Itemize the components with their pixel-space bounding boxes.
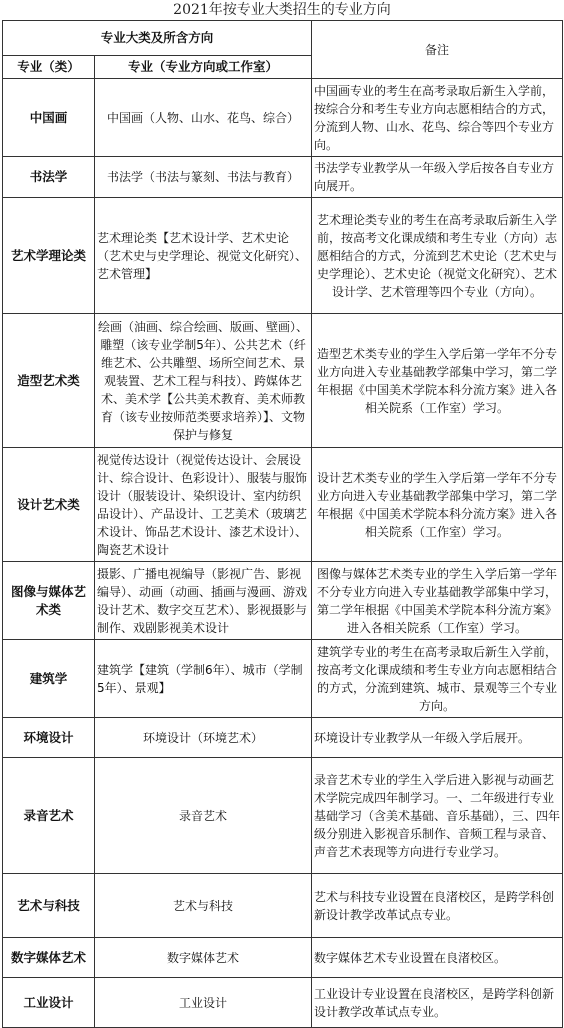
row-major: 摄影、广播电视编导（影视广告、影视编导）、动画（动画、插画与漫画、游戏设计艺术、数字交互艺术）、影视摄影与制作、戏剧影视美术设计 — [95, 562, 312, 640]
row-major: 绘画（油画、综合绘画、版画、壁画）、雕塑（该专业学制5年）、公共艺术（纤维艺术、公共雕塑、场所空间艺术、景观装置、艺术工程与科技）、跨媒体艺术、美术学【公共美术教育、美术师教育（该专业按师范类要求培养）】、文物保护与修复 — [95, 314, 312, 448]
row-major: 书法学（书法与篆刻、书法与教育） — [95, 157, 312, 198]
header-category: 专业（类） — [3, 56, 95, 79]
row-major: 建筑学【建筑（学制6年）、城市（学制5年）、景观】 — [95, 640, 312, 718]
row-note: 录音艺术专业的学生入学后进入影视与动画艺术学院完成四年制学习。一、二年级进行专业基础学习（含美术基础、音乐基础），三、四年级分别进入影视音乐制作、音频工程与录音、声音艺术表现等方向进行专业学习。 — [312, 758, 563, 874]
row-category: 录音艺术 — [3, 758, 95, 874]
row-note: 艺术与科技专业设置在良渚校区，是跨学科创新设计教学改革试点专业。 — [312, 874, 563, 938]
row-category: 造型艺术类 — [3, 314, 95, 448]
row-note: 造型艺术类专业的学生入学后第一学年不分专业方向进入专业基础教学部集中学习，第二学年根据《中国美术学院本科分流方案》进入各相关院系（工作室）学习。 — [312, 314, 563, 448]
row-major: 视觉传达设计（视觉传达设计、会展设计、综合设计、色彩设计）、服装与服饰设计（服装设计、染织设计、室内纺织品设计）、产品设计、工艺美术（玻璃艺术设计、饰品艺术设计、漆艺术设计）、陶瓷艺术设计 — [95, 448, 312, 562]
row-category: 书法学 — [3, 157, 95, 198]
row-major: 录音艺术 — [95, 758, 312, 874]
row-major: 中国画（人物、山水、花鸟、综合） — [95, 79, 312, 157]
row-major: 工业设计 — [95, 978, 312, 1028]
header-remarks: 备注 — [312, 21, 563, 79]
row-category: 环境设计 — [3, 718, 95, 758]
row-note: 工业设计专业设置在良渚校区，是跨学科创新设计教学改革试点专业。 — [312, 978, 563, 1028]
header-major: 专业（专业方向或工作室） — [95, 56, 312, 79]
row-note: 书法学专业教学从一年级入学后按各自专业方向展开。 — [312, 157, 563, 198]
table-row — [3, 718, 563, 758]
majors-table — [2, 20, 563, 1028]
table-row — [3, 874, 563, 938]
page-title: 2021年按专业大类招生的专业方向 — [173, 2, 391, 18]
row-category: 建筑学 — [3, 640, 95, 718]
row-major: 数字媒体艺术 — [95, 938, 312, 978]
table-row — [3, 448, 563, 562]
row-note: 设计艺术类专业的学生入学后第一学年不分专业方向进入专业基础教学部集中学习，第二学年根据《中国美术学院本科分流方案》进入各相关院系（工作室）学习。 — [312, 448, 563, 562]
row-note: 建筑学专业的考生在高考录取后新生入学前，按高考文化课成绩和考生专业方向志愿相结合的方式，分流到建筑、城市、景观等三个专业方向。 — [312, 640, 563, 718]
row-major: 艺术理论类【艺术设计学、艺术史论（艺术史与史学理论、视觉文化研究）、艺术管理】 — [95, 198, 312, 314]
row-note: 图像与媒体艺术类专业的学生入学后第一学年不分专业方向进入专业基础教学部集中学习，第二学年根据《中国美术学院本科分流方案》进入各相关院系（工作室）学习。 — [312, 562, 563, 640]
table-row — [3, 978, 563, 1028]
row-category: 设计艺术类 — [3, 448, 95, 562]
row-note: 艺术理论类专业的考生在高考录取后新生入学前，按高考文化课成绩和考生专业（方向）志愿相结合的方式，分流到艺术史论（艺术史与史学理论）、艺术史论（视觉文化研究）、艺术设计学、艺术管理等四个专业（方向）。 — [312, 198, 563, 314]
table-row — [3, 314, 563, 448]
row-note: 中国画专业的考生在高考录取后新生入学前，按综合分和考生专业方向志愿相结合的方式，分流到人物、山水、花鸟、综合等四个专业方向。 — [312, 79, 563, 157]
row-major: 环境设计（环境艺术） — [95, 718, 312, 758]
table-row — [3, 640, 563, 718]
table-row — [3, 758, 563, 874]
table-row — [3, 79, 563, 157]
table-row — [3, 198, 563, 314]
table-row — [3, 157, 563, 198]
row-note: 环境设计专业教学从一年级入学后展开。 — [312, 718, 563, 758]
row-category: 中国画 — [3, 79, 95, 157]
row-major: 艺术与科技 — [95, 874, 312, 938]
row-category: 数字媒体艺术 — [3, 938, 95, 978]
table-row — [3, 562, 563, 640]
header-group: 专业大类及所含方向 — [3, 21, 312, 56]
row-category: 艺术学理论类 — [3, 198, 95, 314]
row-category: 图像与媒体艺术类 — [3, 562, 95, 640]
table-row — [3, 938, 563, 978]
row-note: 数字媒体艺术专业设置在良渚校区。 — [312, 938, 563, 978]
row-category: 艺术与科技 — [3, 874, 95, 938]
row-category: 工业设计 — [3, 978, 95, 1028]
